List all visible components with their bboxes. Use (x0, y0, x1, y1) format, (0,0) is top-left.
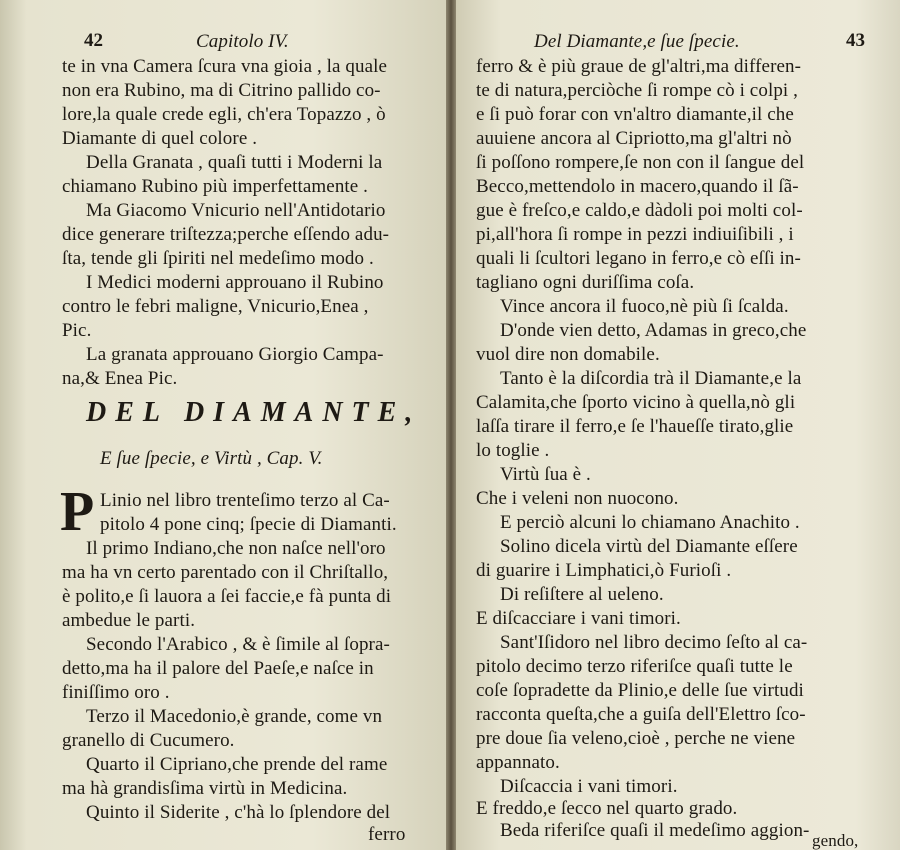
text-line: Pic. (62, 320, 92, 341)
catchword: ferro (368, 824, 406, 845)
text-line: ma ha vn certo parentado con il Chriſtallo, (62, 562, 389, 583)
text-line: gue è freſco,e caldo,e dàdoli poi molti col- (476, 200, 803, 221)
text-line: Quinto il Siderite , c'hà lo ſplendore del (86, 802, 391, 823)
text-line: I Medici moderni approuano il Rubino (86, 272, 384, 293)
section-subtitle: E ſue ſpecie, e Virtù , Cap. V. (100, 448, 323, 469)
text-line: laſſa tirare il ferro,e ſe l'haueſſe tirato,glie (476, 416, 794, 437)
text-line: ambedue le parti. (62, 610, 196, 631)
text-line: e ſi può forar con vn'altro diamante,il che (476, 104, 794, 125)
left-page (0, 0, 446, 850)
book-gutter (446, 0, 456, 850)
text-line: vuol dire non domabile. (476, 344, 660, 365)
text-line: Virtù ſua è . (500, 464, 591, 485)
text-line: dice generare triſtezza;perche eſſendo adu- (62, 224, 390, 245)
text-line: pitolo 4 pone cinq; ſpecie di Diamanti. (100, 514, 397, 535)
text-line: contro le febri maligne, Vnicurio,Enea , (62, 296, 369, 317)
text-line: Il primo Indiano,che non naſce nell'oro (86, 538, 386, 559)
running-head: Del Diamante,e ſue ſpecie. (534, 31, 740, 52)
text-line: ferro & è più graue de gl'altri,ma differen- (476, 56, 802, 77)
text-line: granello di Cucumero. (62, 730, 235, 751)
text-line: non era Rubino, ma di Citrino pallido co- (62, 80, 381, 101)
text-line: D'onde vien detto, Adamas in greco,che (500, 320, 807, 341)
text-line: pi,all'hora ſi rompe in pezzi indiuiſibili , i (476, 224, 794, 245)
text-line: tagliano ogni duriſſima coſa. (476, 272, 695, 293)
running-head: Capitolo IV. (196, 31, 289, 52)
text-line: Becco,mettendolo in macero,quando il ſã- (476, 176, 799, 197)
text-line: Terzo il Macedonio,è grande, come vn (86, 706, 383, 727)
text-line: La granata approuano Giorgio Campa- (86, 344, 384, 365)
drop-cap: P (60, 481, 95, 543)
text-line: ma hà grandisſima virtù in Medicina. (62, 778, 348, 799)
text-line: racconta queſta,che a guiſa dell'Elettro ſco- (476, 704, 806, 725)
text-line: lore,la quale crede egli, ch'era Topazzo , ò (62, 104, 386, 125)
page-number: 42 (84, 30, 103, 51)
text-line: è polito,e ſi lauora a ſei faccie,e fà punta di (62, 586, 392, 607)
text-line: chiamano Rubino più imperfettamente . (62, 176, 369, 197)
text-line: di guarire i Limphatici,ò Furioſi . (476, 560, 732, 581)
text-line: te di natura,perciòche ſi rompe cò i colpi , (476, 80, 799, 101)
text-line: E freddo,e ſecco nel quarto grado. (476, 798, 738, 819)
text-line: Diſcaccia i vani timori. (500, 776, 678, 797)
text-line: finiſſimo oro . (62, 682, 170, 703)
text-line: ſi poſſono rompere,ſe non con il ſangue del (476, 152, 805, 173)
text-line: appannato. (476, 752, 560, 773)
text-line: Tanto è la diſcordia trà il Diamante,e la (500, 368, 802, 389)
text-line: pre doue ſia veleno,cioè , perche ne viene (476, 728, 796, 749)
text-line: lo toglie . (476, 440, 550, 461)
text-line: na,& Enea Pic. (62, 368, 178, 389)
right-page (456, 0, 900, 850)
text-line: Sant'Iſidoro nel libro decimo ſeſto al ca- (500, 632, 808, 653)
text-line: Calamita,che ſporto vicino à quella,nò gli (476, 392, 796, 413)
page-number: 43 (846, 30, 865, 51)
text-line: E perciò alcuni lo chiamano Anachito . (500, 512, 800, 533)
text-line: Solino dicela virtù del Diamante eſſere (500, 536, 798, 557)
text-line: Della Granata , quaſi tutti i Moderni la (86, 152, 383, 173)
text-line: Di reſiſtere al ueleno. (500, 584, 664, 605)
text-line: Ma Giacomo Vnicurio nell'Antidotario (86, 200, 386, 221)
text-line: Vince ancora il fuoco,nè più ſi ſcalda. (500, 296, 789, 317)
text-line: te in vna Camera ſcura vna gioia , la quale (62, 56, 388, 77)
text-line: pitolo decimo terzo riferiſce quaſi tutte le (476, 656, 793, 677)
text-line: E diſcacciare i vani timori. (476, 608, 681, 629)
text-line: detto,ma ha il palore del Paeſe,e naſce in (62, 658, 374, 679)
text-line: ſta, tende gli ſpiriti nel medeſimo modo . (62, 248, 374, 269)
text-line: Beda riferiſce quaſi il medeſimo aggion- (500, 820, 810, 841)
catchword: gendo, (812, 831, 859, 850)
text-line: coſe ſopradette da Plinio,e delle ſue virtudi (476, 680, 804, 701)
text-line: auuiene ancora al Cipriotto,ma gl'altri nò (476, 128, 792, 149)
section-title: DEL DIAMANTE, (86, 397, 422, 428)
text-line: Secondo l'Arabico , & è ſimile al ſopra- (86, 634, 390, 655)
text-line: Linio nel libro trenteſimo terzo al Ca- (100, 490, 390, 511)
text-line: Quarto il Cipriano,che prende del rame (86, 754, 388, 775)
text-line: Diamante di quel colore . (62, 128, 258, 149)
text-line: quali li ſcultori legano in ferro,e cò eſſi in- (476, 248, 801, 269)
text-line: Che i veleni non nuocono. (476, 488, 679, 509)
